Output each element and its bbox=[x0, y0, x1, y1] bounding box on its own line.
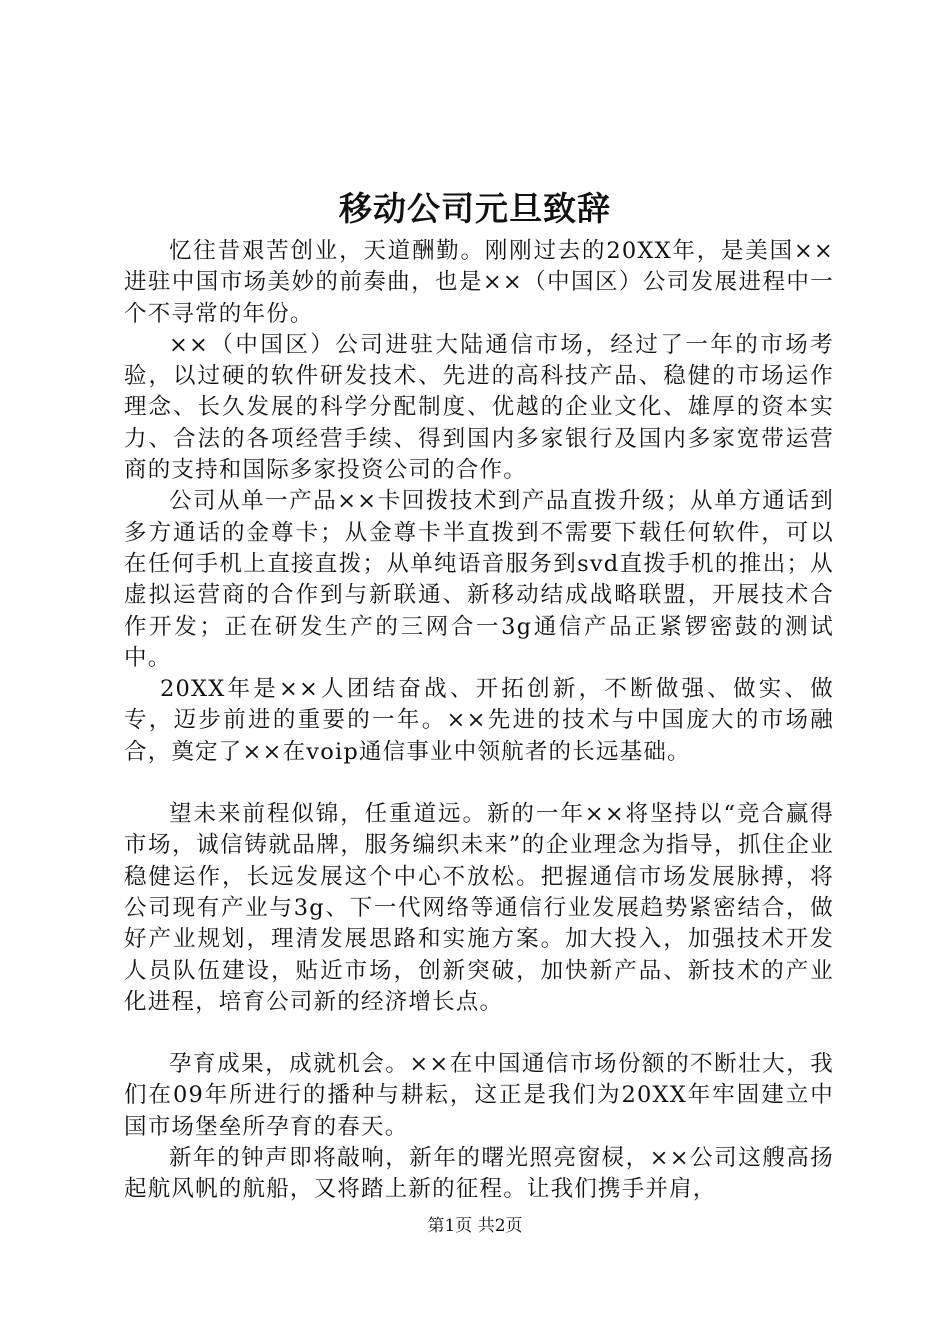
paragraph-2: ××（中国区）公司进驻大陆通信市场，经过了一年的市场考验，以过硬的软件研发技术、先进的高科技产品、稳健的市场运作理念、长久发展的科学分配制度、优越的企业文化、雄厚的资本实力、合法的各项经营手续、得到国内多家银行及国内多家宽带运营商的支持和国际多家投资公司的合作。 bbox=[124, 331, 834, 484]
paragraph-6: 孕育成果，成就机会。××在中国通信市场份额的不断壮大，我们在09年所进行的播种与耕耘，这正是我们为20XX年牢固建立中国市场堡垒所孕育的春天。 bbox=[124, 1051, 834, 1140]
document-body bbox=[124, 236, 834, 1206]
paragraph-3: 公司从单一产品××卡回拨技术到产品直拨升级；从单方通话到多方通话的金尊卡；从金尊卡半直拨到不需要下载任何软件，可以在任何手机上直接直拨；从单纯语音服务到svd直拨手机的推出；从虚拟运营商的合作到与新联通、新移动结成战略联盟，开展技术合作开发；正在研发生产的三网合一3g通信产品正紧锣密鼓的测试中。 bbox=[124, 488, 834, 671]
paragraph-7: 新年的钟声即将敲响，新年的曙光照亮窗棂，××公司这艘高扬起航风帆的航船，又将踏上新的征程。让我们携手并肩， bbox=[124, 1145, 834, 1203]
paragraph-1: 忆往昔艰苦创业，天道酬勤。刚刚过去的20XX年，是美国××进驻中国市场美妙的前奏曲，也是××（中国区）公司发展进程中一个不寻常的年份。 bbox=[124, 238, 834, 327]
paragraph-spacer bbox=[124, 768, 834, 799]
paragraph-5: 望未来前程似锦，任重道远。新的一年××将坚持以“竞合赢得市场，诚信铸就品牌，服务编织未来”的企业理念为指导，抓住企业稳健运作，长远发展这个中心不放松。把握通信市场发展脉搏，将公司现有产业与3g、下一代网络等通信行业发展趋势紧密结合，做好产业规划，理清发展思路和实施方案。加大投入，加强技术开发人员队伍建设，贴近市场，创新突破，加快新产品、新技术的产业化进程，培育公司新的经济增长点。 bbox=[124, 801, 834, 1015]
paragraph-spacer bbox=[124, 1018, 834, 1049]
page-footer: 第1页 共2页 bbox=[427, 1216, 523, 1236]
document-title: 移动公司元旦致辞 bbox=[339, 189, 611, 228]
paragraph-4: 20XX年是××人团结奋战、开拓创新，不断做强、做实、做专，迈步前进的重要的一年。××先进的技术与中国庞大的市场融合，奠定了××在voip通信事业中领航者的长远基础。 bbox=[124, 676, 834, 765]
